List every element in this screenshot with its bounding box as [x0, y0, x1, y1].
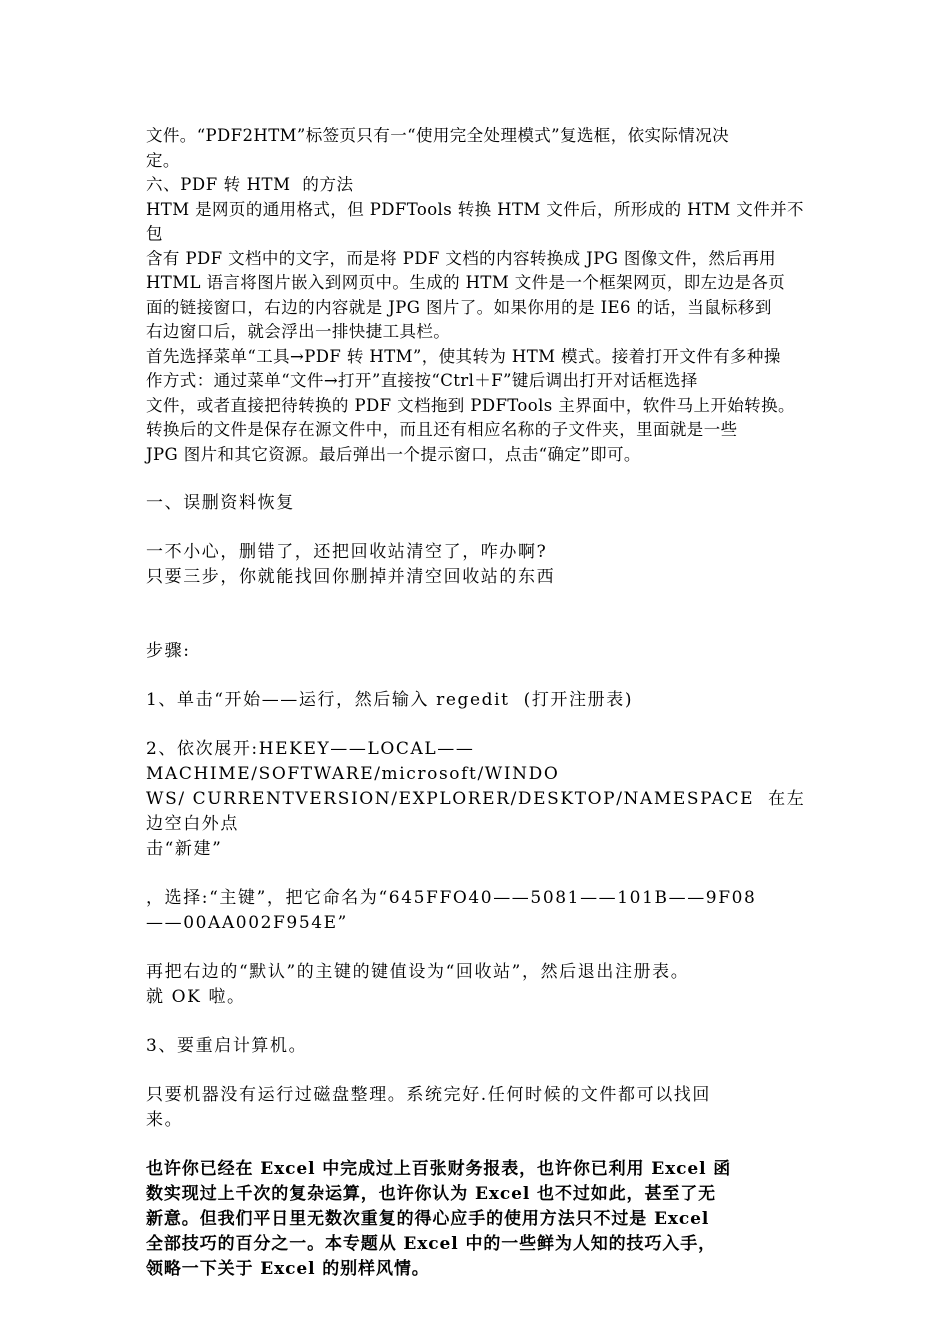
steps-label: 步骤: — [146, 641, 191, 661]
text-line: 作方式：通过菜单“文件→打开”直接按“Ctrl＋F”键后调出打开对话框选择 — [146, 371, 698, 390]
text-line: 数实现过上千次的复杂运算，也许你认为 Excel 也不过如此，甚至了无 — [146, 1184, 717, 1204]
section-heading-6: 六、PDF 转 HTM 的方法 — [146, 175, 354, 194]
step-3: 3、要重启计算机。 — [146, 1036, 308, 1056]
text-line: 全部技巧的百分之一。本专题从 Excel 中的一些鲜为人知的技巧入手， — [146, 1234, 717, 1254]
text-line: 来。 — [146, 1110, 184, 1130]
section-heading-1: 一、误删资料恢复 — [146, 493, 295, 513]
text-line: WS/ CURRENTVERSION/EXPLORER/DESKTOP/NAMESPACE 在左边空白外点 — [146, 789, 806, 834]
step-2 — [146, 737, 810, 862]
text-line: ，选择:“主键”，把它命名为“645FFO40——5081——101B——9F08 — [146, 888, 757, 908]
paragraph-htm-format — [146, 198, 810, 345]
text-line: ——00AA002F954E” — [146, 913, 348, 933]
text-line: 只要机器没有运行过磁盘整理。系统完好.任何时候的文件都可以找回 — [146, 1085, 712, 1105]
text-line: 只要三步，你就能找回你删掉并清空回收站的东西 — [146, 567, 556, 587]
text-line: 转换后的文件是保存在源文件中，而且还有相应名称的子文件夹，里面就是一些 — [146, 420, 738, 439]
document-page — [146, 124, 810, 1282]
paragraph-final-note — [146, 1083, 810, 1133]
text-line: 含有 PDF 文档中的文字，而是将 PDF 文档的内容转换成 JPG 图像文件，然后再用 — [146, 248, 777, 268]
text-line: 新意。但我们平日里无数次重复的得心应手的使用方法只不过是 Excel — [146, 1209, 710, 1229]
text-line: JPG 图片和其它资源。最后弹出一个提示窗口，点击“确定”即可。 — [146, 444, 641, 464]
paragraph-recycle-intro — [146, 540, 810, 590]
text-line: 一不小心，删错了，还把回收站清空了，咋办啊? — [146, 542, 548, 562]
text-line: 首先选择菜单“工具→PDF 转 HTM”，使其转为 HTM 模式。接着打开文件有多种操 — [146, 346, 781, 366]
text-line: 也许你已经在 Excel 中完成过上百张财务报表，也许你已利用 Excel 函 — [146, 1159, 732, 1179]
text-line: 就 OK 啦。 — [146, 987, 246, 1007]
text-line: 领略一下关于 Excel 的别样风情。 — [146, 1259, 430, 1279]
text-line: HTM 是网页的通用格式，但 PDFTools 转换 HTM 文件后，所形成的 HTM 文件并不包 — [146, 199, 804, 243]
step-1: 1、单击“开始——运行，然后输入 regedit (打开注册表) — [146, 690, 634, 710]
text-line: 定。 — [146, 150, 180, 170]
text-line: 2、依次展开:HEKEY——LOCAL——MACHIME/SOFTWARE/microsoft/WINDO — [146, 739, 560, 784]
text-line: 击“新建” — [146, 839, 223, 859]
paragraph-pdf2htm-options — [146, 124, 810, 173]
text-line: 文件，或者直接把待转换的 PDF 文档拖到 PDFTools 主界面中，软件马上开始转换。 — [146, 395, 795, 415]
text-line: 右边窗口后，就会浮出一排快捷工具栏。 — [146, 322, 451, 341]
paragraph-excel-intro — [146, 1157, 810, 1282]
text-line: 面的链接窗口，右边的内容就是 JPG 图片了。如果你用的是 IE6 的话，当鼠标移到 — [146, 297, 772, 317]
paragraph-conversion-steps — [146, 345, 810, 468]
paragraph-select-key — [146, 886, 810, 936]
text-line: 再把右边的“默认”的主键的键值设为“回收站”，然后退出注册表。 — [146, 962, 690, 982]
text-line: 文件。“PDF2HTM”标签页只有一“使用完全处理模式”复选框，依实际情况决 — [146, 126, 730, 145]
text-line: HTML 语言将图片嵌入到网页中。生成的 HTM 文件是一个框架网页，即左边是各页 — [146, 273, 786, 292]
paragraph-default-value — [146, 960, 810, 1010]
